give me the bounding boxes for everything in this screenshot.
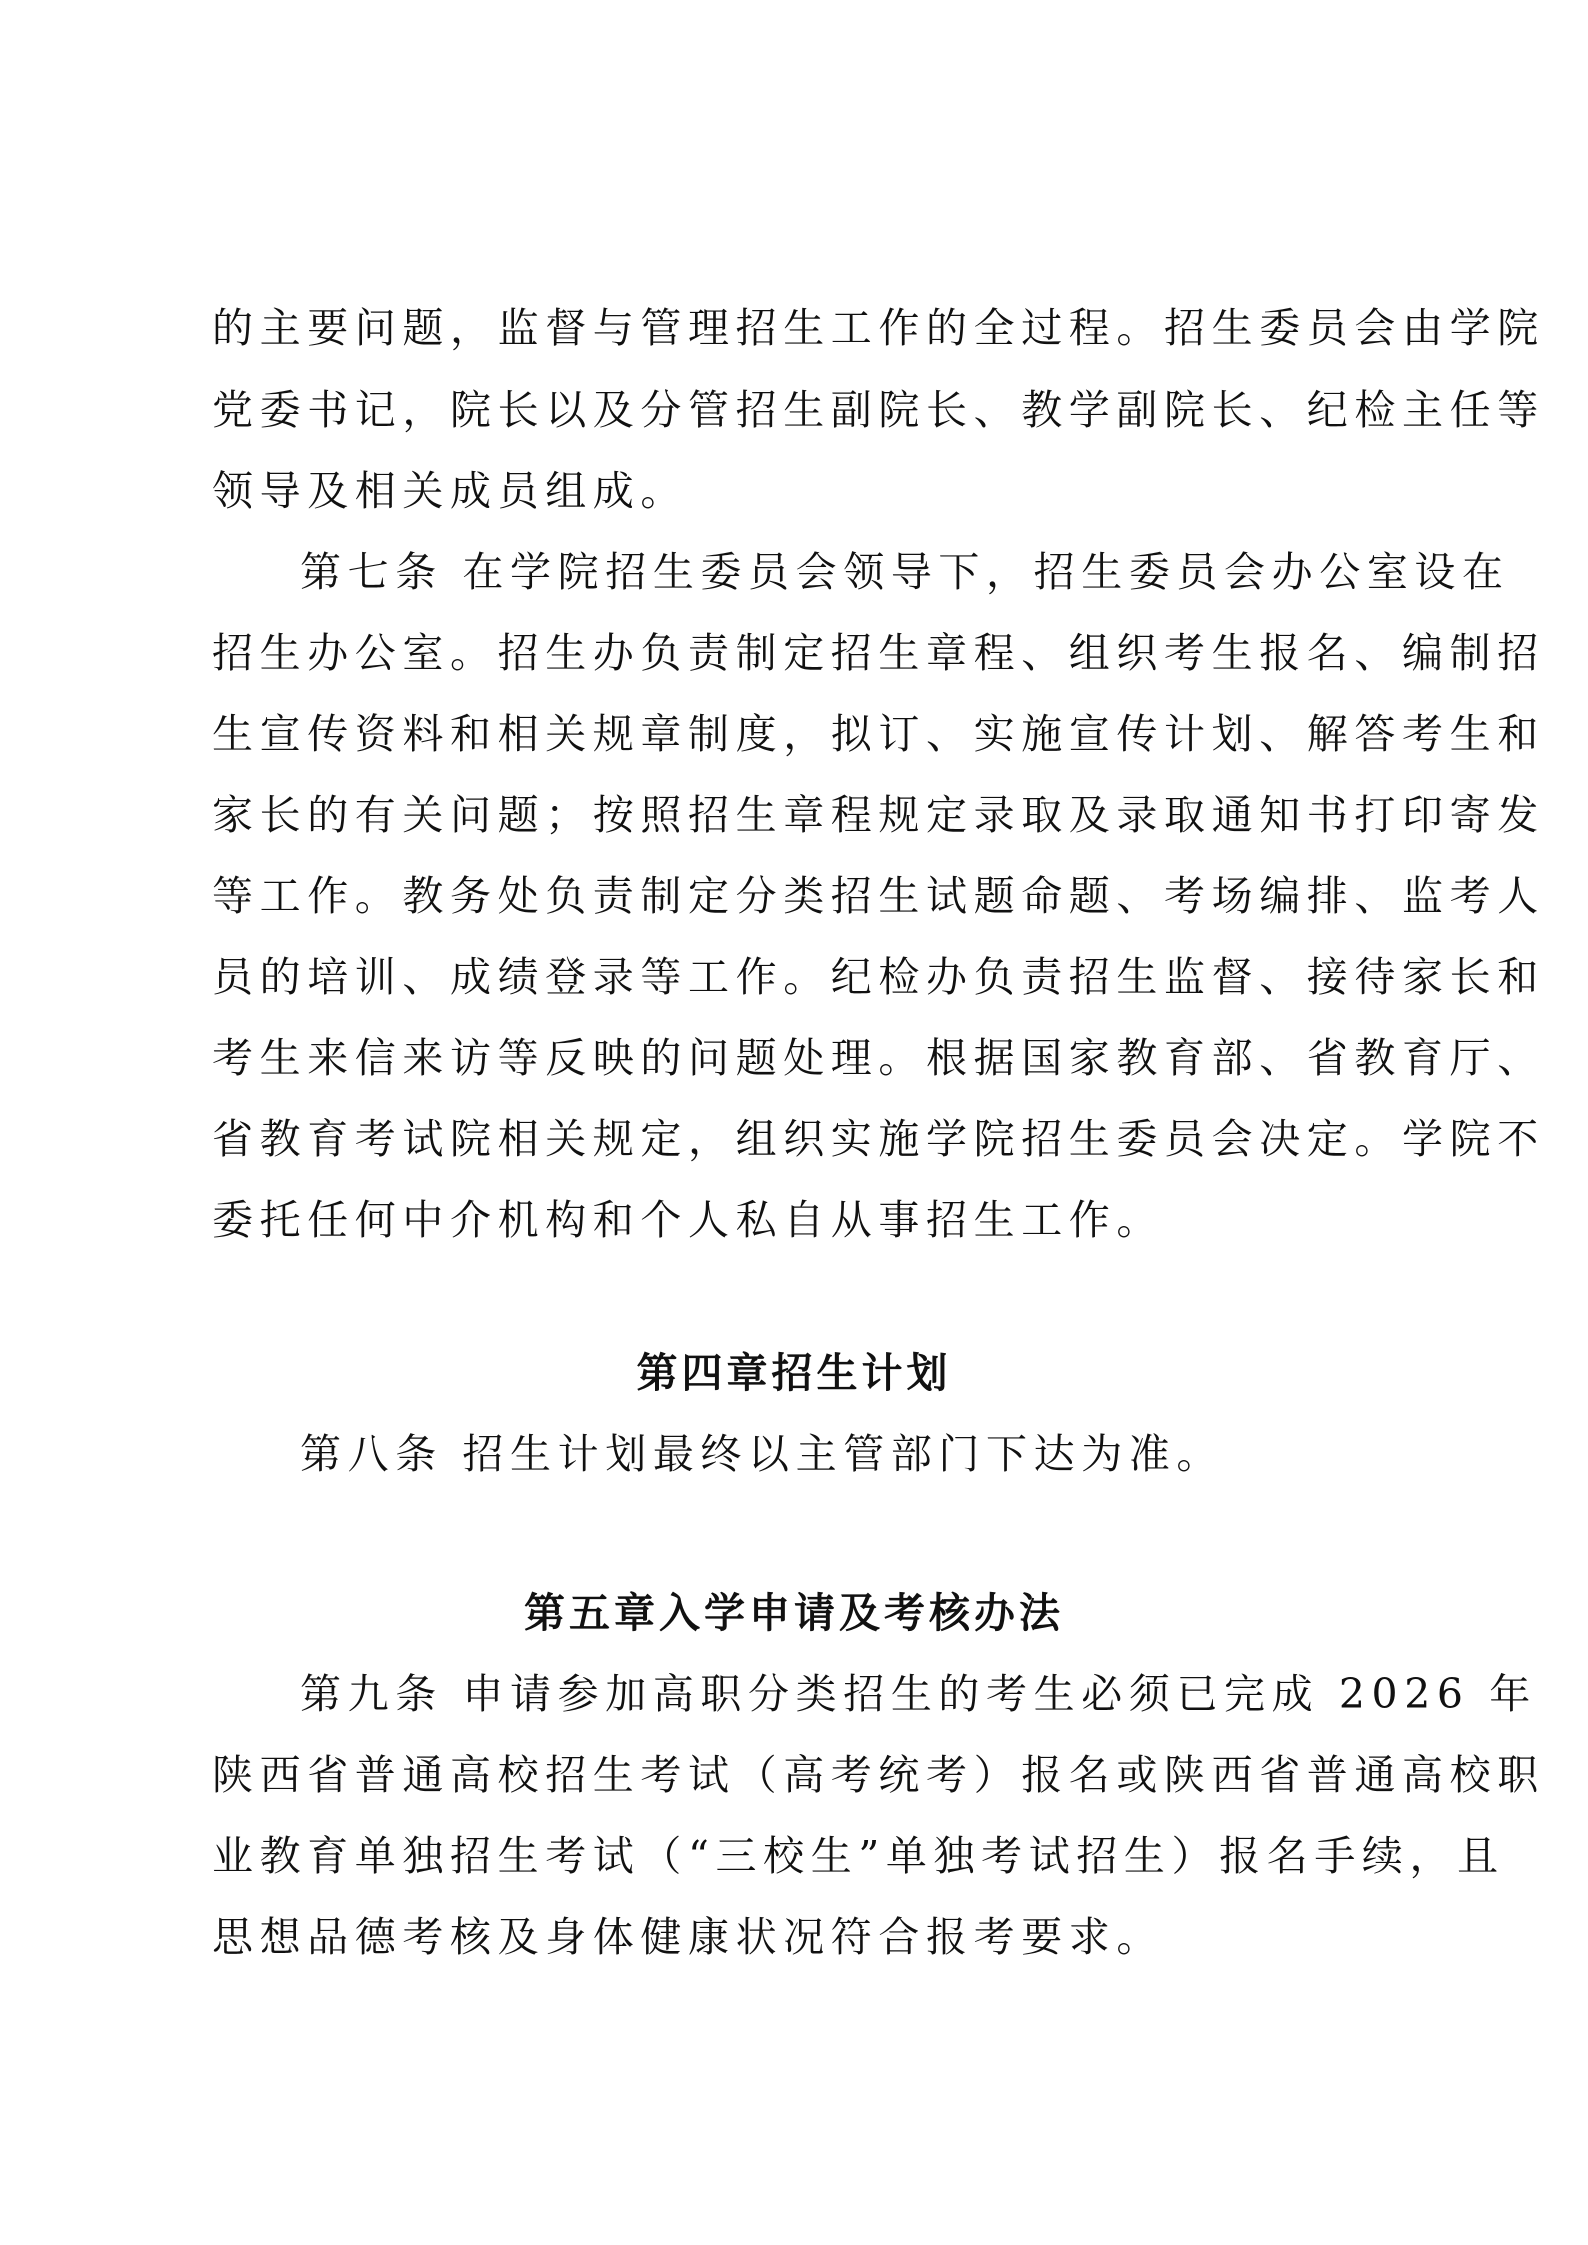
- chapter-5-heading: 第五章入学申请及考核办法: [524, 1589, 1064, 1637]
- paragraph-line: 考生来信来访等反映的问题处理。根据国家教育部、省教育厅、: [212, 1034, 1545, 1082]
- paragraph-line: 思想品德考核及身体健康状况符合报考要求。: [212, 1913, 1164, 1961]
- paragraph-line: 招生办公室。招生办负责制定招生章程、组织考生报名、编制招: [212, 629, 1545, 677]
- paragraph-line: 员的培训、成绩登录等工作。纪检办负责招生监督、接待家长和: [212, 953, 1545, 1001]
- paragraph-line: 业教育单独招生考试（“三校生”单独考试招生）报名手续，且: [212, 1832, 1505, 1880]
- chapter-4-heading: 第四章招生计划: [636, 1349, 952, 1397]
- paragraph-line: 家长的有关问题；按照招生章程规定录取及录取通知书打印寄发: [212, 791, 1545, 839]
- paragraph-line: 等工作。教务处负责制定分类招生试题命题、考场编排、监考人: [212, 872, 1545, 920]
- paragraph-line: 生宣传资料和相关规章制度，拟订、实施宣传计划、解答考生和: [212, 710, 1545, 758]
- article-7-line: 第七条 在学院招生委员会领导下，招生委员会办公室设在: [300, 548, 1510, 596]
- article-8-line: 第八条 招生计划最终以主管部门下达为准。: [300, 1430, 1225, 1478]
- paragraph-line: 陕西省普通高校招生考试（高考统考）报名或陕西省普通高校职: [212, 1751, 1545, 1799]
- paragraph-line: 党委书记，院长以及分管招生副院长、教学副院长、纪检主任等: [212, 386, 1545, 434]
- article-9-line: 第九条 申请参加高职分类招生的考生必须已完成 2026 年: [300, 1670, 1537, 1718]
- paragraph-line: 的主要问题，监督与管理招生工作的全过程。招生委员会由学院: [212, 304, 1545, 352]
- paragraph-line: 省教育考试院相关规定，组织实施学院招生委员会决定。学院不: [212, 1115, 1545, 1163]
- paragraph-line: 领导及相关成员组成。: [212, 467, 688, 515]
- paragraph-line: 委托任何中介机构和个人私自从事招生工作。: [212, 1196, 1164, 1244]
